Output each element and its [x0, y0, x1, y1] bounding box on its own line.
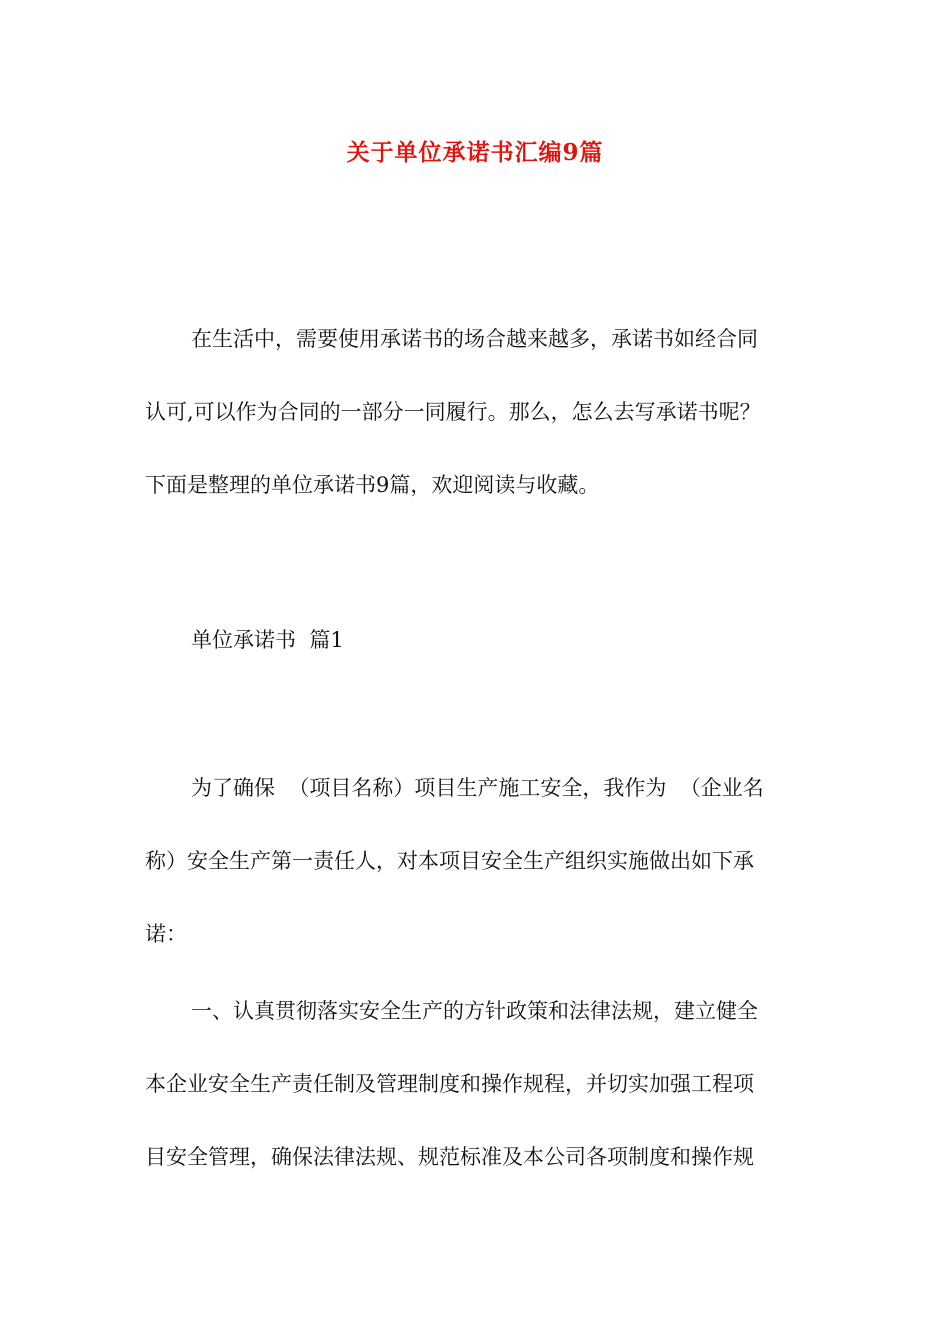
- item-one-line: 本企业安全生产责任制及管理制度和操作规程，并切实加强工程项: [145, 1072, 754, 1096]
- intro-paragraph: [145, 303, 813, 522]
- intro-line: 下面是整理的单位承诺书9篇，欢迎阅读与收藏。: [145, 473, 600, 497]
- intro-line: 在生活中，需要使用承诺书的场合越来越多，承诺书如经合同: [191, 327, 758, 351]
- section-heading-block: [145, 604, 813, 677]
- pledge-line: 为了确保 （项目名称）项目生产施工安全，我作为 （企业名: [191, 776, 764, 800]
- pledge-line: 诺：: [145, 922, 187, 946]
- pledge-line: 称）安全生产第一责任人，对本项目安全生产组织实施做出如下承: [145, 849, 754, 873]
- section-heading: 单位承诺书 篇1: [191, 628, 344, 652]
- intro-line: 认可,可以作为合同的一部分一同履行。那么，怎么去写承诺书呢？: [145, 400, 761, 424]
- item-one-paragraph: [145, 975, 813, 1194]
- item-one-line: 目安全管理，确保法律法规、规范标准及本公司各项制度和操作规: [145, 1145, 754, 1169]
- pledge-paragraph: [145, 752, 813, 971]
- item-one-line: 一、认真贯彻落实安全生产的方针政策和法律法规，建立健全: [191, 999, 758, 1023]
- document-title: 关于单位承诺书汇编9篇: [346, 139, 604, 166]
